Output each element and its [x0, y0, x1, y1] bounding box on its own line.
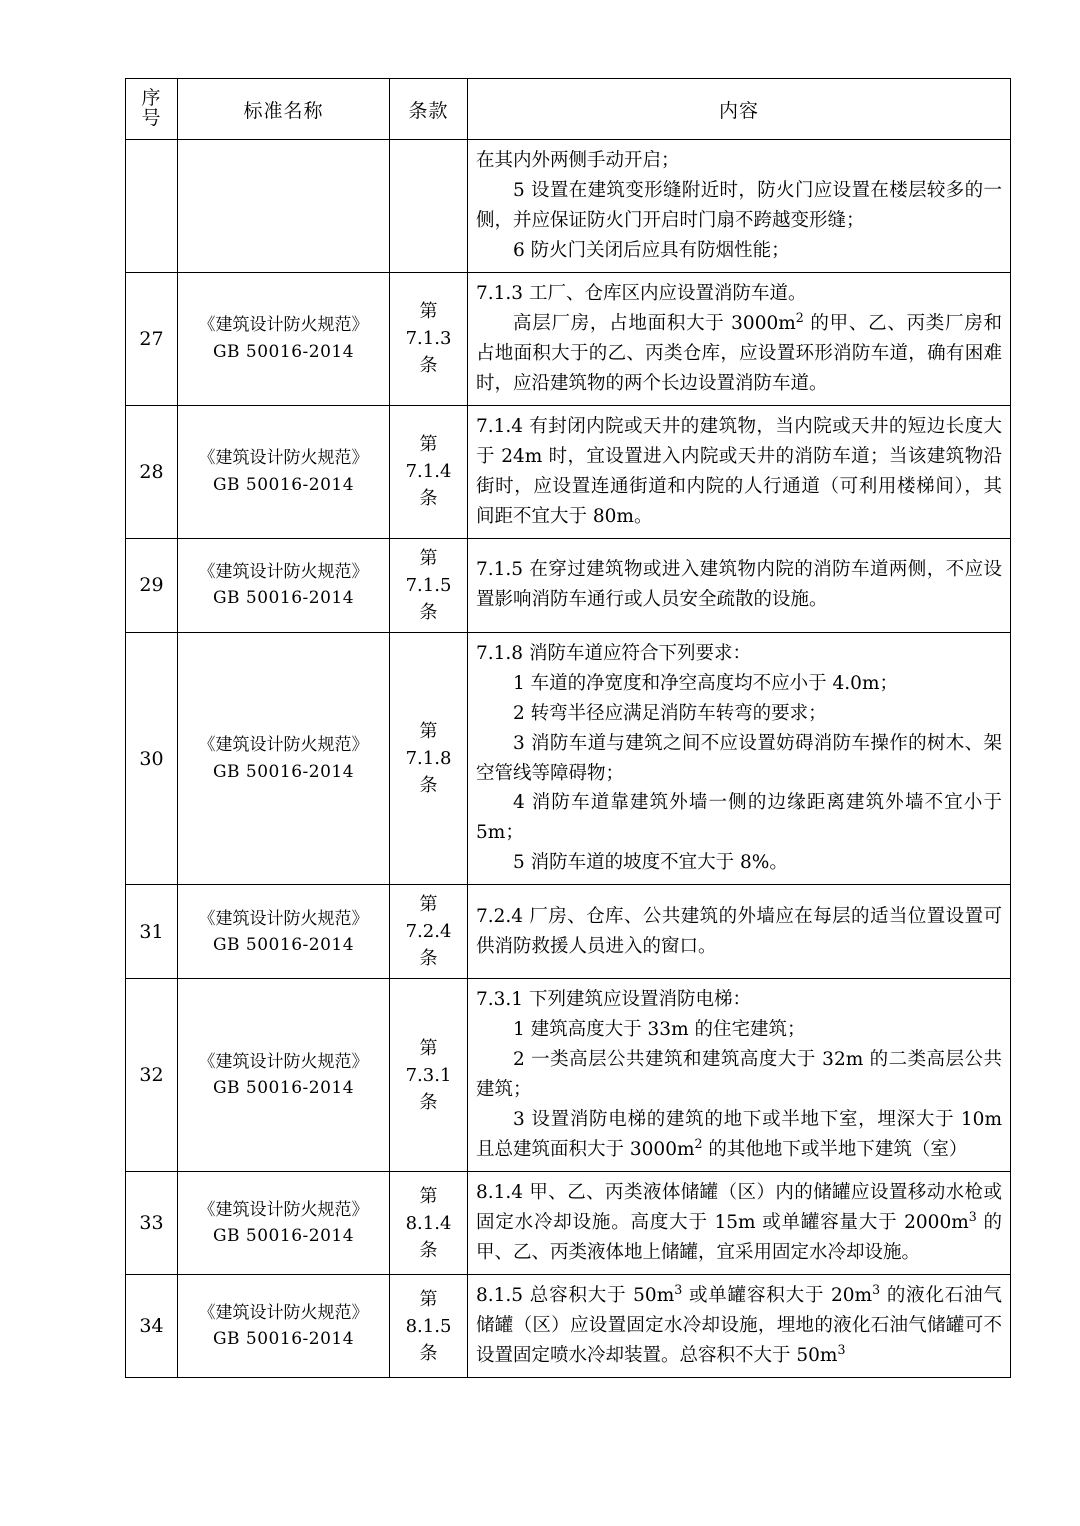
content-cell: [468, 140, 1011, 273]
content-paragraph: 7.3.1 下列建筑应设置消防电梯：: [476, 989, 751, 1011]
content-cell: [468, 538, 1011, 632]
clause-cell: [390, 632, 468, 885]
table-row: [126, 1172, 1011, 1275]
clause-line: 7.1.8: [405, 748, 452, 769]
table-row: [126, 140, 1011, 273]
standard-code: GB 50016-2014: [212, 1329, 355, 1350]
clause-line: 第: [419, 1288, 438, 1310]
content-paragraph: 7.1.3 工厂、仓库区内应设置消防车道。: [476, 282, 807, 304]
clause-cell: [390, 538, 468, 632]
standard-code: GB 50016-2014: [212, 761, 355, 782]
clause-cell: [390, 405, 468, 538]
clause-line: 第: [419, 1185, 438, 1207]
row-number: 29: [126, 538, 178, 632]
row-number: 30: [126, 632, 178, 885]
column-header-no: [126, 79, 178, 140]
standard-name-cell: [178, 1275, 390, 1378]
standard-name-cell: [178, 538, 390, 632]
clause-line: 7.1.5: [405, 574, 452, 596]
table-row: [126, 405, 1011, 538]
clause-line: 条: [419, 775, 438, 796]
standard-code: GB 50016-2014: [212, 1226, 355, 1247]
content-paragraph: 在其内外两侧手动开启；: [476, 150, 680, 171]
content-paragraph: 5 消防车道的坡度不宜大于 8%。: [513, 852, 788, 874]
standards-table: [125, 78, 1011, 1378]
standard-name-cell: [178, 272, 390, 405]
table-row: [126, 885, 1011, 979]
content-paragraph: 3 消防车道与建筑之间不应设置妨碍消防车操作的树木、架空管线等障碍物；: [476, 732, 1002, 784]
standard-title: 《建筑设计防火规范》: [198, 735, 369, 756]
content-cell: [468, 405, 1011, 538]
content-paragraph: 7.2.4 厂房、仓库、公共建筑的外墙应在每层的适当位置设置可供消防救援人员进入的窗口。: [476, 905, 1002, 957]
content-cell: [468, 632, 1011, 885]
content-cell: [468, 1275, 1011, 1378]
standard-code: GB 50016-2014: [212, 341, 355, 362]
table-row: [126, 1275, 1011, 1378]
clause-line: 7.2.4: [405, 921, 452, 943]
row-number: 33: [126, 1172, 178, 1275]
table-row: [126, 979, 1011, 1172]
row-number: 27: [126, 272, 178, 405]
content-paragraph: 3 设置消防电梯的建筑的地下或半地下室，埋深大于 10m 且总建筑面积大于 $3000m^2$ 的其他地下或半地下建筑（室）: [476, 1109, 1002, 1161]
standard-name-cell: [178, 885, 390, 979]
row-number: 28: [126, 405, 178, 538]
clause-line: 7.1.4: [405, 461, 452, 483]
clause-line: 条: [419, 1342, 438, 1364]
content-cell: [468, 885, 1011, 979]
clause-line: 第: [419, 434, 438, 456]
clause-line: 条: [419, 948, 438, 970]
clause-line: 条: [419, 1091, 438, 1113]
clause-cell: [390, 140, 468, 273]
standard-title: 《建筑设计防火规范》: [198, 448, 369, 469]
row-number: [126, 140, 178, 273]
content-cell: [468, 979, 1011, 1172]
clause-line: 7.1.3: [405, 328, 452, 350]
clause-line: 7.3.1: [405, 1064, 452, 1086]
table-row: [126, 538, 1011, 632]
standard-name-cell: [178, 405, 390, 538]
content-paragraph: 1 建筑高度大于 33m 的住宅建筑；: [513, 1019, 806, 1041]
content-paragraph: 4 消防车道靠建筑外墙一侧的边缘距离建筑外墙不宜小于 5m；: [476, 792, 1002, 844]
standard-title: 《建筑设计防火规范》: [198, 1302, 369, 1323]
clause-line: 第: [419, 1037, 438, 1059]
clause-line: 8.1.4: [405, 1212, 452, 1234]
content-paragraph: 6 防火门关闭后应具有防烟性能；: [513, 239, 790, 261]
clause-line: 第: [419, 894, 438, 916]
clause-cell: [390, 979, 468, 1172]
clause-line: 条: [419, 488, 438, 510]
clause-line: 第: [419, 547, 438, 569]
clause-line: 条: [419, 601, 438, 623]
content-paragraph: 8.1.4 甲、乙、丙类液体储罐（区）内的储罐应设置移动水枪或固定水冷却设施。高度大于 15m 或单罐容量大于 $2000m^3$ 的甲、乙、丙类液体地上储罐，宜采用固定水冷却设施。: [476, 1182, 1002, 1264]
content-paragraph: 2 转弯半径应满足消防车转弯的要求；: [513, 702, 827, 724]
table-header-row: [126, 79, 1011, 140]
content-paragraph: 5 设置在建筑变形缝附近时，防火门应设置在楼层较多的一侧，并应保证防火门开启时门扇不跨越变形缝；: [476, 179, 1002, 231]
clause-line: 条: [419, 1239, 438, 1261]
standard-name-cell: [178, 632, 390, 885]
clause-cell: [390, 1275, 468, 1378]
clause-line: 条: [419, 355, 438, 377]
standard-name-cell: [178, 1172, 390, 1275]
clause-cell: [390, 272, 468, 405]
content-paragraph: 8.1.5 总容积大于 $50m^3$ 或单罐容积大于 $20m^3$ 的液化石油气储罐（区）应设置固定水冷却设施，埋地的液化石油气储罐可不设置固定喷水冷却装置。总容积不大于 $50m^3$: [476, 1281, 1002, 1367]
content-paragraph: 7.1.5 在穿过建筑物或进入建筑物内院的消防车道两侧，不应设置影响消防车通行或人员安全疏散的设施。: [476, 559, 1002, 611]
standard-title: 《建筑设计防火规范》: [198, 1051, 369, 1072]
content-paragraph: 高层厂房，占地面积大于 $3000m^2$ 的甲、乙、丙类厂房和占地面积大于的乙、丙类仓库，应设置环形消防车道，确有困难时，应沿建筑物的两个长边设置消防车道。: [476, 309, 1002, 394]
column-header-no-line1: 序: [141, 87, 162, 110]
clause-line: 8.1.5: [405, 1315, 452, 1337]
standard-code: GB 50016-2014: [212, 1078, 355, 1099]
column-header-content: 内容: [468, 79, 1011, 140]
content-cell: [468, 1172, 1011, 1275]
standard-title: 《建筑设计防火规范》: [198, 908, 369, 929]
column-header-clause: 条款: [390, 79, 468, 140]
row-number: 34: [126, 1275, 178, 1378]
clause-cell: [390, 885, 468, 979]
content-paragraph: 7.1.8 消防车道应符合下列要求：: [476, 642, 751, 664]
table-body: [126, 140, 1011, 1378]
column-header-standard-name: 标准名称: [178, 79, 390, 140]
table-row: [126, 272, 1011, 405]
column-header-no-line2: 号: [141, 107, 162, 129]
row-number: 31: [126, 885, 178, 979]
content-paragraph: 2 一类高层公共建筑和建筑高度大于 32m 的二类高层公共建筑；: [476, 1049, 1002, 1101]
content-cell: [468, 272, 1011, 405]
clause-line: 第: [419, 721, 438, 742]
content-paragraph: 1 车道的净宽度和净空高度均不应小于 4.0m；: [513, 672, 898, 694]
table-row: [126, 632, 1011, 885]
standard-name-cell: [178, 979, 390, 1172]
standard-name-cell: [178, 140, 390, 273]
standard-code: GB 50016-2014: [212, 934, 355, 955]
standard-code: GB 50016-2014: [212, 588, 355, 609]
standard-title: 《建筑设计防火规范》: [198, 561, 369, 582]
row-number: 32: [126, 979, 178, 1172]
clause-line: 第: [419, 301, 438, 323]
standard-code: GB 50016-2014: [212, 474, 355, 495]
standard-title: 《建筑设计防火规范》: [198, 1199, 369, 1220]
clause-cell: [390, 1172, 468, 1275]
content-paragraph: 7.1.4 有封闭内院或天井的建筑物，当内院或天井的短边长度大于 24m 时，宜设置进入内院或天井的消防车道；当该建筑物沿街时，应设置连通街道和内院的人行通道（可利用楼梯间），其间距不宜大于 80m。: [476, 415, 1002, 527]
standard-title: 《建筑设计防火规范》: [198, 315, 369, 336]
